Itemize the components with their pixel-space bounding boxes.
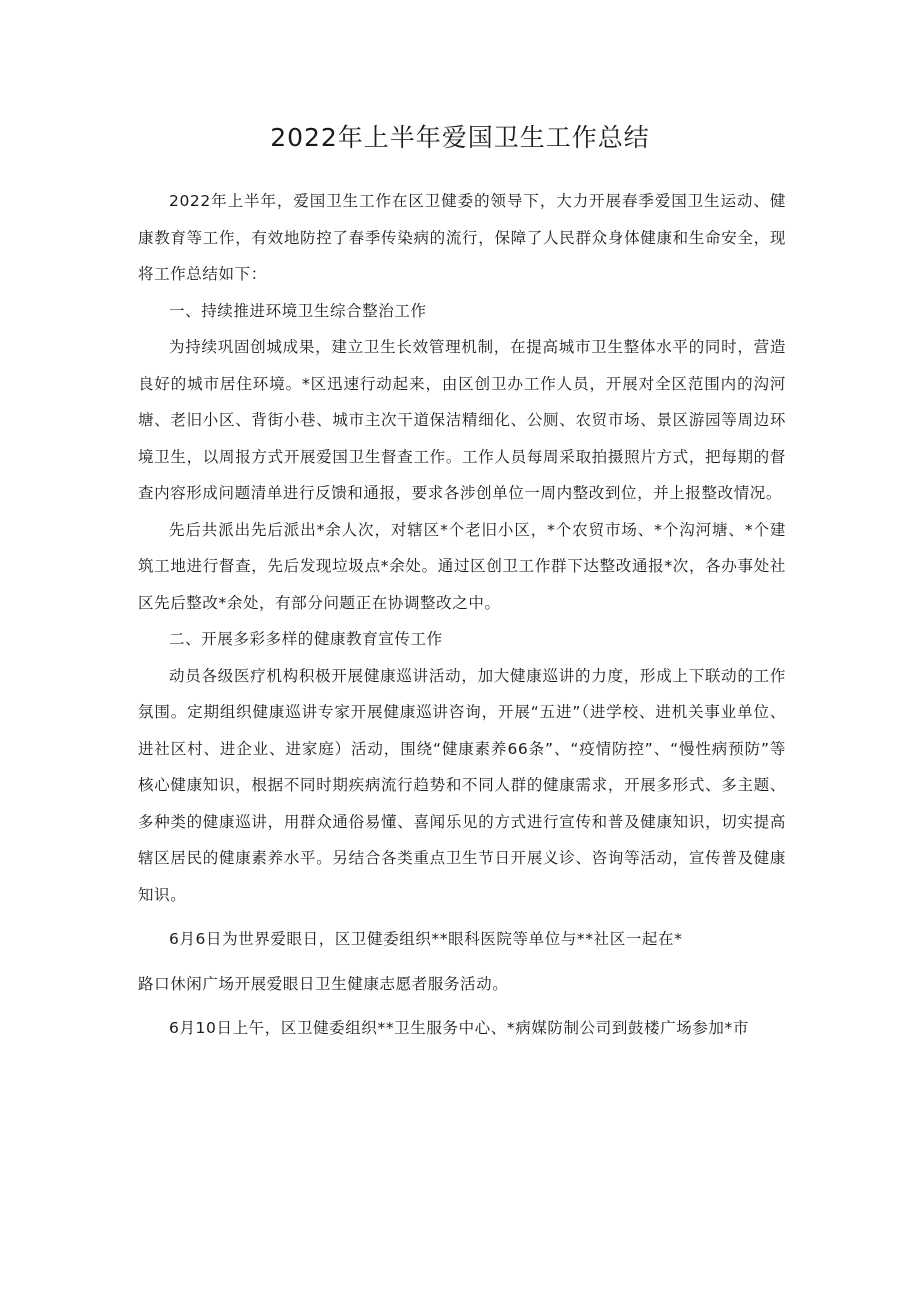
section-2-paragraph-1: 动员各级医疗机构积极开展健康巡讲活动，加大健康巡讲的力度，形成上下联动的工作氛围。定期组织健康巡讲专家开展健康巡讲咨询，开展“五进”（进学校、进机关事业单位、进社区村、进企业、进家庭）活动，围绕“健康素养66条”、“疫情防控”、“慢性病预防”等核心健康知识，根据不同时期疾病流行趋势和不同人群的健康需求，开展多形式、多主题、多种类的健康巡讲，用群众通俗易懂、喜闻乐见的方式进行宣传和普及健康知识，切实提高辖区居民的健康素养水平。另结合各类重点卫生节日开展义诊、咨询等活动，宣传普及健康知识。 xyxy=(138,666,786,904)
section-heading-1: 一、持续推进环境卫生综合整治工作 xyxy=(169,301,427,320)
section-heading-2: 二、开展多彩多样的健康教育宣传工作 xyxy=(169,630,443,648)
section-1-paragraph-1: 为持续巩固创城成果，建立卫生长效管理机制，在提高城市卫生整体水平的同时，营造良好的城市居住环境。*区迅速行动起来，由区创卫办工作人员，开展对全区范围内的沟河塘、老旧小区、背街小巷、城市主次干道保洁精细化、公厕、农贸市场、景区游园等周边环境卫生，以周报方式开展爱国卫生督查工作。工作人员每周采取拍摄照片方式，把每期的督查内容形成问题清单进行反馈和通报，要求各涉创单位一周内整改到位，并上报整改情况。 xyxy=(138,338,786,502)
section-2-paragraph-2: 6月6日为世界爱眼日，区卫健委组织**眼科医院等单位与**社区一起在* xyxy=(169,930,683,948)
section-1-paragraph-2: 先后共派出先后派出*余人次，对辖区*个老旧小区，*个农贸市场、*个沟河塘、*个建筑工地进行督查，先后发现垃圾点*余处。通过区创卫工作群下达整改通报*次，各办事处社区先后整改*余处，有部分问题正在协调整改之中。 xyxy=(138,520,786,612)
intro-paragraph: 2022年上半年，爱国卫生工作在区卫健委的领导下，大力开展春季爱国卫生运动、健康教育等工作，有效地防控了春季传染病的流行，保障了人民群众身体健康和生命安全，现将工作总结如下： xyxy=(138,192,786,283)
section-2-paragraph-2-continued: 路口休闲广场开展爱眼日卫生健康志愿者服务活动。 xyxy=(138,974,509,993)
section-2-paragraph-3: 6月10日上午，区卫健委组织**卫生服务中心、*病媒防制公司到鼓楼广场参加*市 xyxy=(169,1019,749,1037)
document-body xyxy=(138,183,786,1047)
document-title: 2022年上半年爱国卫生工作总结 xyxy=(270,123,650,152)
